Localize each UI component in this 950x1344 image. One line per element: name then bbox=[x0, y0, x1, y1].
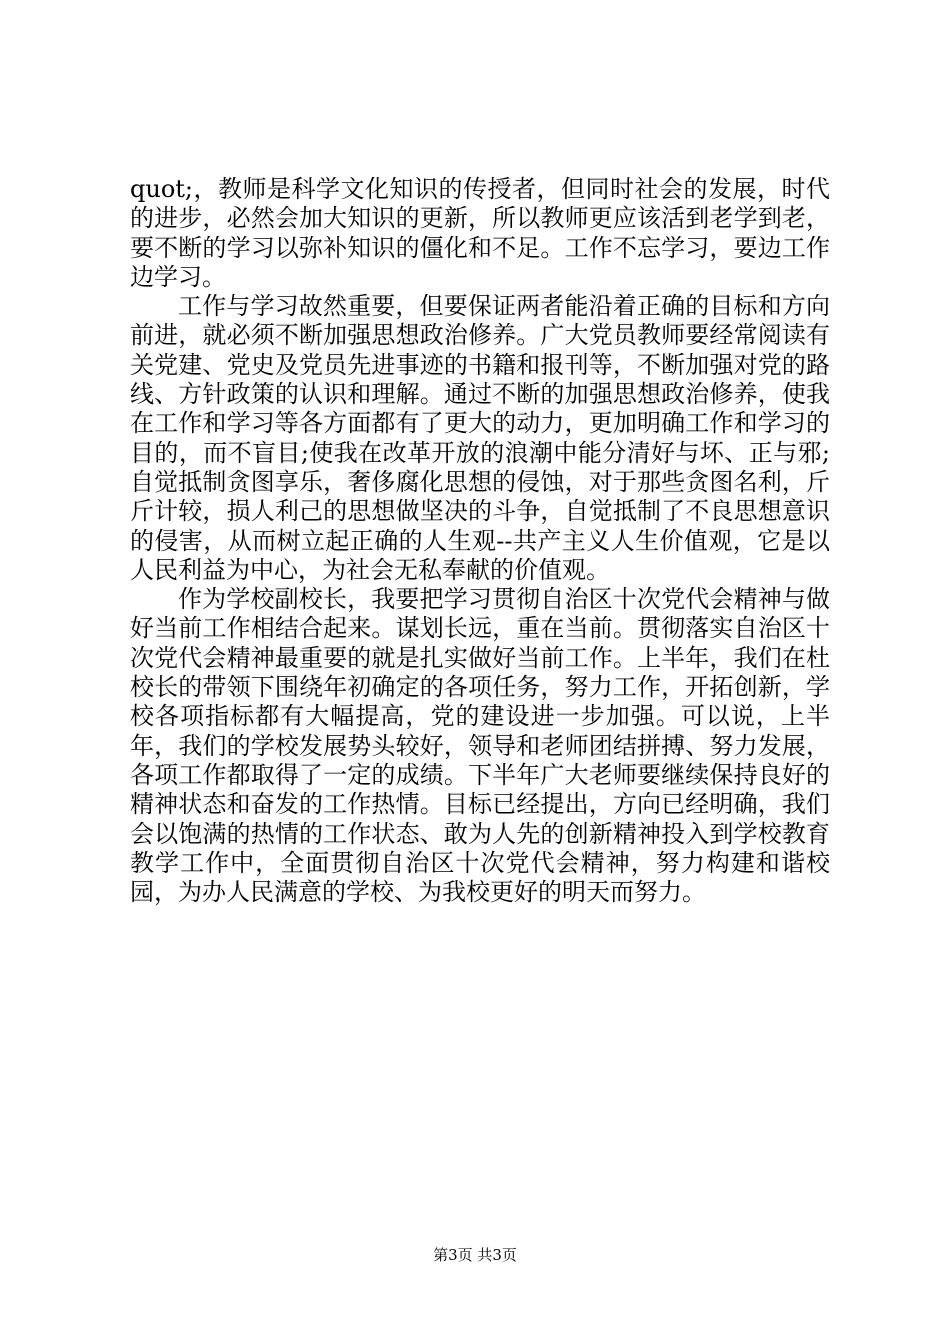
document-body bbox=[130, 175, 830, 907]
paragraph-2: 工作与学习故然重要，但要保证两者能沿着正确的目标和方向前进，就必须不断加强思想政治修养。广大党员教师要经常阅读有关党建、党史及党员先进事迹的书籍和报刊等，不断加强对党的路线、方针政策的认识和理解。通过不断的加强思想政治修养，使我在工作和学习等各方面都有了更大的动力，更加明确工作和学习的目的，而不盲目;使我在改革开放的浪潮中能分清好与坏、正与邪;自觉抵制贪图享乐，奢侈腐化思想的侵蚀，对于那些贪图名利，斤斤计较，损人利己的思想做坚决的斗争，自觉抵制了不良思想意识的侵害，从而树立起正确的人生观--共产主义人生价值观，它是以人民利益为中心，为社会无私奉献的价值观。 bbox=[130, 292, 830, 584]
paragraph-1: quot;，教师是科学文化知识的传授者，但同时社会的发展，时代的进步，必然会加大知识的更新，所以教师更应该活到老学到老，要不断的学习以弥补知识的僵化和不足。工作不忘学习，要边工作边学习。 bbox=[130, 175, 830, 291]
paragraph-3: 作为学校副校长，我要把学习贯彻自治区十次党代会精神与做好当前工作相结合起来。谋划长远，重在当前。贯彻落实自治区十次党代会精神最重要的就是扎实做好当前工作。上半年，我们在杜校长的带领下围绕年初确定的各项任务，努力工作，开拓创新，学校各项指标都有大幅提高，党的建设进一步加强。可以说，上半年，我们的学校发展势头较好，领导和老师团结拼搏、努力发展，各项工作都取得了一定的成绩。下半年广大老师要继续保持良好的精神状态和奋发的工作热情。目标已经提出，方向已经明确，我们会以饱满的热情的工作状态、敢为人先的创新精神投入到学校教育教学工作中，全面贯彻自治区十次党代会精神，努力构建和谐校园，为办人民满意的学校、为我校更好的明天而努力。 bbox=[130, 585, 830, 907]
page-number: 第3页 共3页 bbox=[433, 1246, 517, 1264]
